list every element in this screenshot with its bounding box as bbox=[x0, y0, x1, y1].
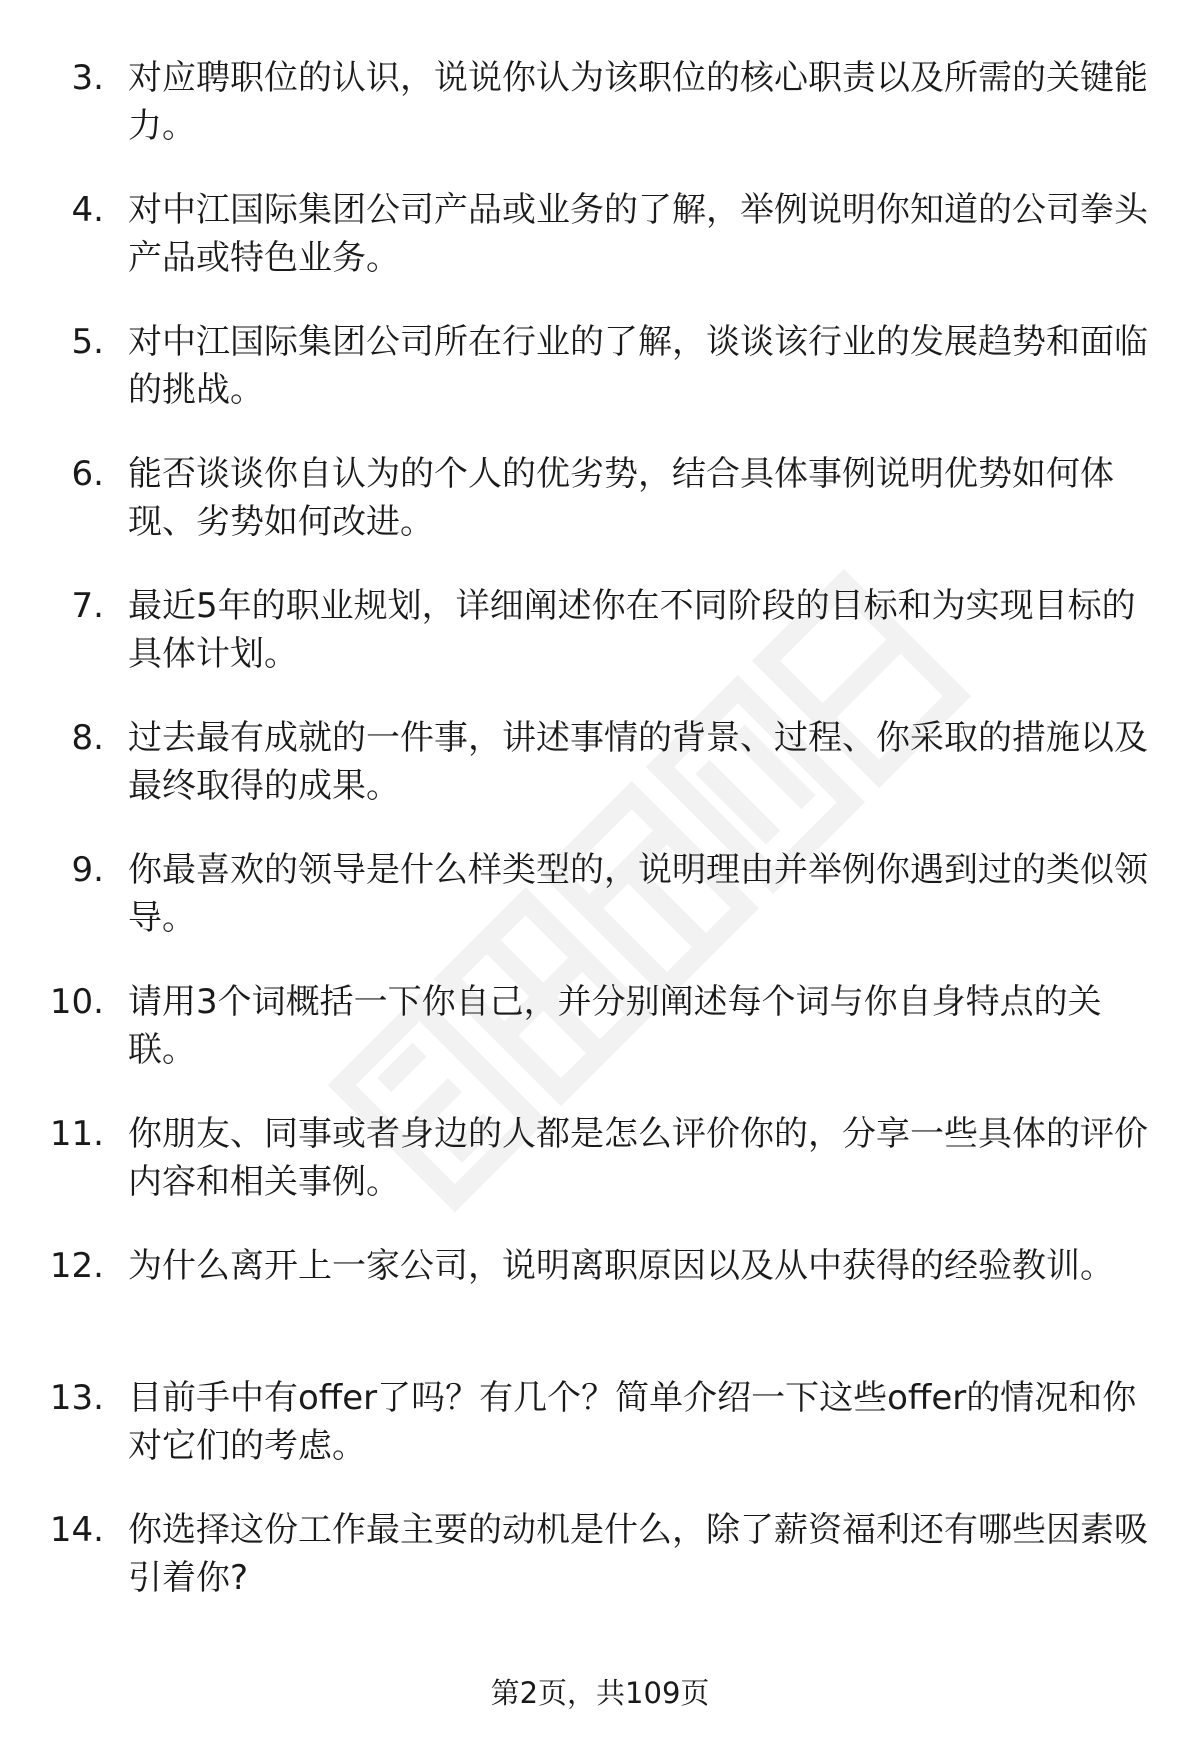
list-item bbox=[0, 1506, 1200, 1638]
question-text: 你最喜欢的领导是什么样类型的，说明理由并举例你遇到过的类似领导。 bbox=[128, 850, 1148, 938]
question-number: 13. bbox=[49, 1378, 104, 1418]
question-number: 11. bbox=[49, 1114, 104, 1154]
question-text: 最近5年的职业规划，详细阐述你在不同阶段的目标和为实现目标的具体计划。 bbox=[128, 586, 1136, 674]
list-item bbox=[0, 978, 1200, 1110]
question-number: 6. bbox=[71, 454, 104, 494]
question-text: 目前手中有offer了吗？有几个？简单介绍一下这些offer的情况和你对它们的考虑。 bbox=[128, 1378, 1137, 1466]
list-item bbox=[0, 846, 1200, 978]
question-list bbox=[0, 54, 1200, 1638]
list-item bbox=[0, 186, 1200, 318]
question-number: 3. bbox=[71, 58, 104, 98]
question-text: 能否谈谈你自认为的个人的优劣势，结合具体事例说明优势如何体现、劣势如何改进。 bbox=[128, 454, 1114, 542]
question-text: 对中江国际集团公司产品或业务的了解，举例说明你知道的公司拳头产品或特色业务。 bbox=[128, 190, 1148, 278]
question-number: 5. bbox=[71, 322, 104, 362]
question-number: 7. bbox=[71, 586, 104, 626]
page-footer bbox=[0, 1673, 1200, 1713]
question-number: 10. bbox=[49, 982, 104, 1022]
question-text: 请用3个词概括一下你自己，并分别阐述每个词与你自身特点的关联。 bbox=[128, 982, 1102, 1070]
list-item bbox=[0, 1374, 1200, 1506]
list-item bbox=[0, 714, 1200, 846]
question-text: 为什么离开上一家公司，说明离职原因以及从中获得的经验教训。 bbox=[128, 1246, 1114, 1286]
question-number: 9. bbox=[71, 850, 104, 890]
list-item bbox=[0, 318, 1200, 450]
list-item bbox=[0, 54, 1200, 186]
question-number: 12. bbox=[49, 1246, 104, 1286]
page-number-label: 第2页，共109页 bbox=[490, 1676, 710, 1710]
question-text: 你朋友、同事或者身边的人都是怎么评价你的，分享一些具体的评价内容和相关事例。 bbox=[128, 1114, 1148, 1202]
list-item bbox=[0, 582, 1200, 714]
list-item bbox=[0, 450, 1200, 582]
question-number: 4. bbox=[71, 190, 104, 230]
list-item bbox=[0, 1242, 1200, 1374]
question-number: 8. bbox=[71, 718, 104, 758]
question-text: 过去最有成就的一件事，讲述事情的背景、过程、你采取的措施以及最终取得的成果。 bbox=[128, 718, 1148, 806]
question-text: 对中江国际集团公司所在行业的了解，谈谈该行业的发展趋势和面临的挑战。 bbox=[128, 322, 1148, 410]
list-item bbox=[0, 1110, 1200, 1242]
question-text: 对应聘职位的认识，说说你认为该职位的核心职责以及所需的关键能力。 bbox=[128, 58, 1148, 146]
question-text: 你选择这份工作最主要的动机是什么，除了薪资福利还有哪些因素吸引着你? bbox=[128, 1510, 1148, 1598]
question-number: 14. bbox=[49, 1510, 104, 1550]
